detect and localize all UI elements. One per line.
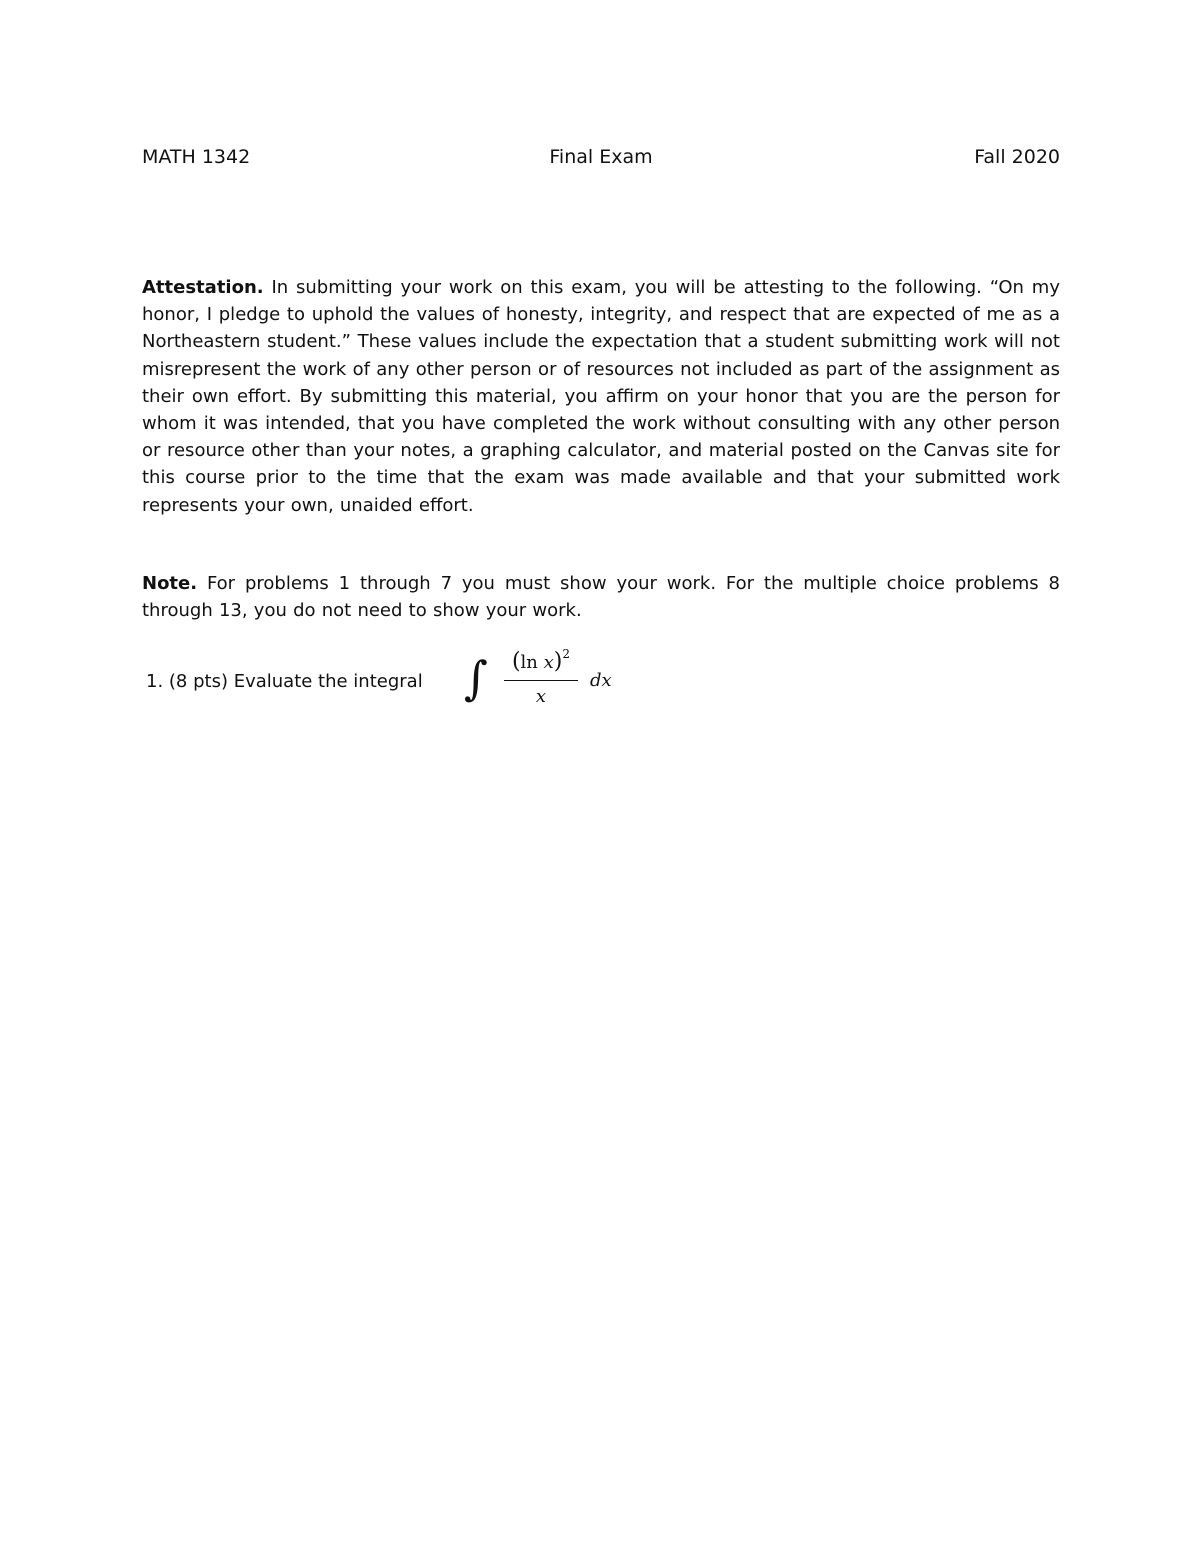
problem-1: [146, 646, 846, 716]
numerator-exponent: 2: [562, 647, 571, 661]
integrand-fraction: [504, 646, 578, 716]
numerator-function: ln: [520, 652, 538, 673]
integral-sign: ∫: [464, 651, 488, 705]
note-paragraph: [142, 570, 1060, 624]
integrand-denominator: x: [535, 686, 547, 707]
numerator-close-paren: ): [553, 649, 563, 674]
fraction-bar: [504, 680, 578, 681]
integral-expression: [464, 646, 624, 716]
attestation-text: In submitting your work on this exam, you will be attesting to the following. “On my honor, I pledge to uphold the values of honesty, integrity, and respect that are expected of me as a Northeastern student.” These values include the expectation that a student submitting work will not misrepresent the work of any other person or of resources not included as part of the assignment as their own effort. By submitting this material, you affirm on your honor that you are the person for whom it was intended, that you have completed the work without consulting with any other person or resource other than your notes, a graphing calculator, and material posted on the Canvas site for this course prior to the time that the exam was made available and that your submitted work represents your own, unaided effort.: [142, 277, 1060, 516]
numerator-variable: x: [543, 652, 554, 673]
attestation-label: Attestation.: [142, 277, 264, 298]
exam-header: [142, 142, 1060, 172]
problem-1-text: 1. (8 pts) Evaluate the integral: [146, 671, 423, 692]
note-label: Note.: [142, 573, 198, 594]
exam-term: Fall 2020: [974, 146, 1060, 168]
numerator-open-paren: (: [511, 649, 521, 674]
attestation-paragraph: [142, 274, 1060, 519]
integrand-numerator: [504, 647, 578, 676]
course-code: MATH 1342: [142, 146, 251, 168]
exam-title: Final Exam: [549, 146, 653, 168]
note-text: For problems 1 through 7 you must show your work. For the multiple choice problems 8 through 13, you do not need to show your work.: [142, 573, 1060, 622]
differential: dx: [590, 670, 612, 691]
